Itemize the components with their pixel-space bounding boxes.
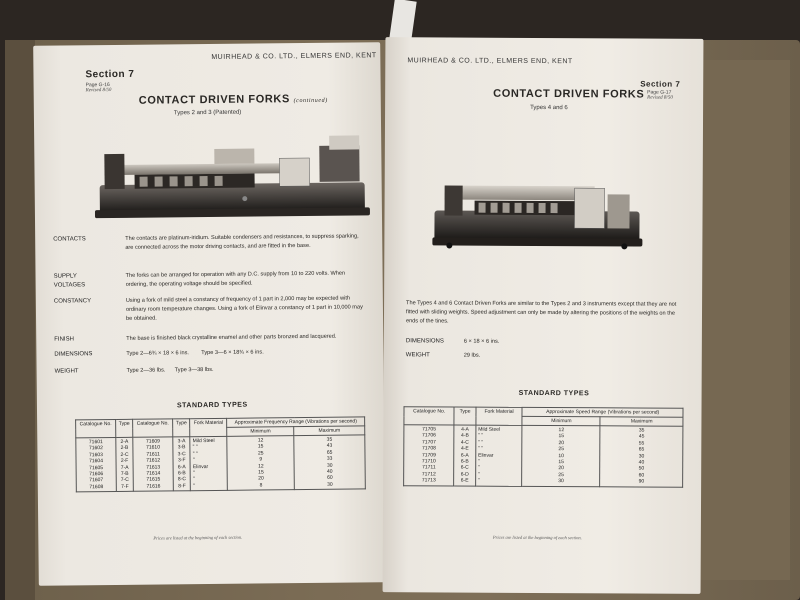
cell: 15 <box>558 459 564 466</box>
spec-text: 6 × 18 × 6 ins. <box>463 338 500 345</box>
page-footer: Prices are listed at the beginning of each section. <box>492 534 582 541</box>
column-type-2 <box>173 437 191 491</box>
col-header: Type <box>454 407 476 425</box>
column-maximum <box>294 435 365 490</box>
cell: 35 <box>638 427 645 434</box>
cell: 20 <box>258 475 264 482</box>
standard-types-table <box>75 416 366 492</box>
page-footer: Prices are listed at the beginning of each section. <box>153 534 243 541</box>
col-header: Catalogue No. <box>76 419 116 437</box>
cell: Elinvar <box>192 463 209 470</box>
col-header: Approximate Frequency Range (Vibrations per second) <box>227 417 365 427</box>
cell: 2-B <box>120 445 129 452</box>
page-title <box>139 93 328 107</box>
cell: 43 <box>326 443 333 450</box>
cell: 71604 <box>89 458 104 465</box>
cell: 10 <box>558 452 564 459</box>
cell: " <box>478 465 480 472</box>
cell: 3-A <box>177 438 186 445</box>
page-subtitle: Types 2 and 3 (Patented) <box>173 109 242 117</box>
col-subheader: Minimum <box>227 427 294 437</box>
cell: 45 <box>638 433 645 440</box>
cell: 71613 <box>146 464 161 471</box>
cell: 71608 <box>89 483 104 491</box>
column-catalogue <box>76 437 117 492</box>
col-header: Type <box>173 419 190 437</box>
section-title: Section 7 <box>640 79 681 89</box>
spec-text: The base is finished black crystalline enamel and other parts bronzed and lacquered. <box>126 333 337 342</box>
cell: 8 <box>259 482 263 489</box>
cell: 4-A <box>461 426 469 433</box>
spec-label: DIMENSIONS <box>405 338 444 345</box>
col-header: Type <box>116 419 133 437</box>
cell: 71610 <box>146 444 161 452</box>
cell: 65 <box>326 449 333 456</box>
column-minimum <box>227 436 295 491</box>
left-page <box>33 42 386 586</box>
cell: 15 <box>257 443 264 450</box>
cell: 60 <box>638 472 645 479</box>
cell: 4-C <box>460 439 469 446</box>
cell: Mild Steel <box>478 426 501 433</box>
fork-illustration <box>94 127 375 225</box>
cell: " <box>477 477 480 484</box>
cell: 33 <box>326 455 333 462</box>
cell: " <box>478 458 480 465</box>
cell: 4-E <box>460 445 469 452</box>
standard-types-title: STANDARD TYPES <box>518 389 590 398</box>
cell: 71710 <box>421 458 436 465</box>
cell: 25 <box>558 471 564 478</box>
col-header: Approximate Speed Range (Vibrations per second) <box>522 407 683 417</box>
column-type <box>116 437 134 491</box>
cell: 15 <box>558 433 565 440</box>
cell: 6-B <box>177 470 186 477</box>
cell: 20 <box>558 465 564 472</box>
col-subheader: Minimum <box>522 416 600 425</box>
cell: 35 <box>326 436 333 443</box>
cell: " <box>193 483 195 490</box>
spec-text: 29 lbs. <box>463 352 481 359</box>
right-page <box>383 37 704 594</box>
cell: 90 <box>638 478 645 485</box>
cell: " " <box>478 439 484 446</box>
cell: 6-C <box>460 465 469 472</box>
cell: 71615 <box>146 476 161 484</box>
cell: 71709 <box>421 451 436 459</box>
cell: 71606 <box>89 471 104 478</box>
cell: 71607 <box>89 477 104 484</box>
page-ref: Page G-17 <box>647 89 672 96</box>
cell: 7-A <box>120 464 129 471</box>
cell: 6-A <box>460 452 469 459</box>
cell: 71612 <box>146 457 161 464</box>
cell: 71609 <box>145 438 160 445</box>
spec-label: CONSTANCY <box>53 298 92 305</box>
title-text: CONTACT DRIVEN FORKS <box>138 93 290 107</box>
col-header: Fork Material <box>190 418 227 436</box>
page-header: MUIRHEAD & CO. LTD., ELMERS END, KENT <box>407 57 573 66</box>
cell: 40 <box>326 468 333 475</box>
spec-text: Type 2—6¾ × 18 × 6 ins. Type 3—6 × 18¾ × 6 ins. <box>126 349 264 357</box>
column-type <box>454 425 476 486</box>
cover-edge <box>5 40 35 600</box>
col-header: Fork Material <box>476 407 523 425</box>
spec-label: CONTACTS <box>53 236 86 243</box>
page-subtitle: Types 4 and 6 <box>530 104 568 112</box>
cell: 8-C <box>177 476 186 483</box>
page-title: CONTACT DRIVEN FORKS <box>493 87 645 101</box>
cell: 65 <box>638 446 645 453</box>
cell: 12 <box>558 427 565 434</box>
cell: " <box>477 471 480 478</box>
cell: 30 <box>326 462 333 469</box>
cell: 71603 <box>88 451 103 459</box>
section-title: Section 7 <box>85 68 135 81</box>
cell: 30 <box>327 481 333 488</box>
cell: 8-F <box>178 483 186 490</box>
spec-text: The contacts are platinum-iridium. Suitable condensers and resistances, to suppress sparking, are connected across the motor driving contacts, and are fitted in the base. <box>125 233 359 251</box>
cell: 2-A <box>120 438 129 445</box>
cell: 3-C <box>177 451 186 458</box>
column-minimum <box>522 425 600 486</box>
page-ref: Page G-16 <box>85 82 110 89</box>
cell: 30 <box>638 453 645 460</box>
cell: 71713 <box>421 477 436 484</box>
column-catalogue <box>404 425 455 486</box>
cell: 71616 <box>146 483 161 490</box>
cell: " " <box>478 433 484 440</box>
cell: 6-E <box>460 477 469 484</box>
standard-types-table <box>403 406 683 487</box>
cell: " " <box>192 444 198 451</box>
cell: " <box>192 470 195 477</box>
cell: 6-A <box>177 463 186 470</box>
cell: 71706 <box>422 432 436 439</box>
cell: 71707 <box>422 439 436 446</box>
column-material <box>475 425 522 486</box>
cell: 30 <box>558 478 564 485</box>
cell: 2-F <box>120 458 129 465</box>
cell: " " <box>478 445 484 452</box>
cell: 71611 <box>146 451 160 458</box>
cell: 71601 <box>88 439 103 446</box>
cell: 12 <box>258 463 264 470</box>
col-subheader: Maximum <box>294 426 365 436</box>
standard-types-title: STANDARD TYPES <box>176 401 248 410</box>
cell: 71614 <box>146 470 161 477</box>
cell: 71705 <box>422 426 437 433</box>
spec-label: SUPPLY VOLTAGES <box>53 273 86 289</box>
cell: 12 <box>257 437 264 444</box>
column-material <box>190 436 228 491</box>
spec-text: Type 2—36 lbs. Type 3—38 lbs. <box>126 366 214 374</box>
cell: 7-B <box>120 470 129 477</box>
spec-label: FINISH <box>54 336 74 343</box>
cell: 2-C <box>120 451 129 458</box>
cell: 7-F <box>121 483 129 490</box>
page-tab <box>389 0 416 41</box>
cell: 20 <box>558 439 565 446</box>
spec-label: WEIGHT <box>54 368 79 375</box>
page-revision: Revised 8/50 <box>85 88 112 94</box>
page-header: MUIRHEAD & CO. LTD., ELMERS END, KENT <box>211 52 377 61</box>
cell: " <box>192 457 195 464</box>
cell: " <box>192 476 195 483</box>
page-revision: Revised 8/50 <box>647 95 673 101</box>
column-maximum <box>600 426 683 487</box>
cell: " " <box>192 450 198 457</box>
spec-label: WEIGHT <box>405 352 430 359</box>
cell: 60 <box>327 475 333 482</box>
column-catalogue-2 <box>133 437 174 492</box>
cell: 3-B <box>177 444 186 451</box>
cell: 15 <box>258 469 264 476</box>
book-edge <box>700 60 790 580</box>
cell: 9 <box>259 456 263 463</box>
cell: 25 <box>257 450 264 457</box>
cell: 71711 <box>422 464 436 471</box>
cell: 6-D <box>460 471 469 478</box>
cell: 50 <box>638 465 645 472</box>
cell: 71602 <box>88 445 103 452</box>
spec-text: Using a fork of mild steel a constancy of frequency of 1 part in 2,000 may be expected with ordinary room temperature changes. Using a fork of Elinvar a constancy of 1 part in 10,000 may be obtained. <box>125 295 363 322</box>
cell: 71708 <box>421 445 436 452</box>
col-subheader: Maximum <box>600 417 683 426</box>
cell: 7-C <box>120 477 129 484</box>
cell: 3-F <box>177 457 186 464</box>
col-header: Catalogue No. <box>133 419 173 437</box>
cell: Elinvar <box>478 452 494 459</box>
spec-label: DIMENSIONS <box>54 351 93 358</box>
spec-text: The forks can be arranged for operation with any D.C. supply from 10 to 220 volts. When ordering, the operating voltage should be specified. <box>125 270 346 288</box>
cell: 40 <box>638 459 645 466</box>
cell: 6-B <box>460 458 469 465</box>
fork-illustration <box>424 145 650 256</box>
cell: 71605 <box>89 464 104 471</box>
col-header: Catalogue No. <box>404 407 454 425</box>
cell: 55 <box>638 440 645 447</box>
cell: 4-B <box>461 432 469 440</box>
description: The Types 4 and 6 Contact Driven Forks are similar to the Types 2 and 3 instruments except that they are not fitted with sliding weights. Speed adjustment can only be made by altering the positions of the weights on the ends of the tines. <box>405 300 677 325</box>
cell: Mild Steel <box>192 437 215 445</box>
title-note: (continued) <box>293 97 328 105</box>
cell: 71712 <box>421 471 436 478</box>
cell: 25 <box>558 446 565 453</box>
